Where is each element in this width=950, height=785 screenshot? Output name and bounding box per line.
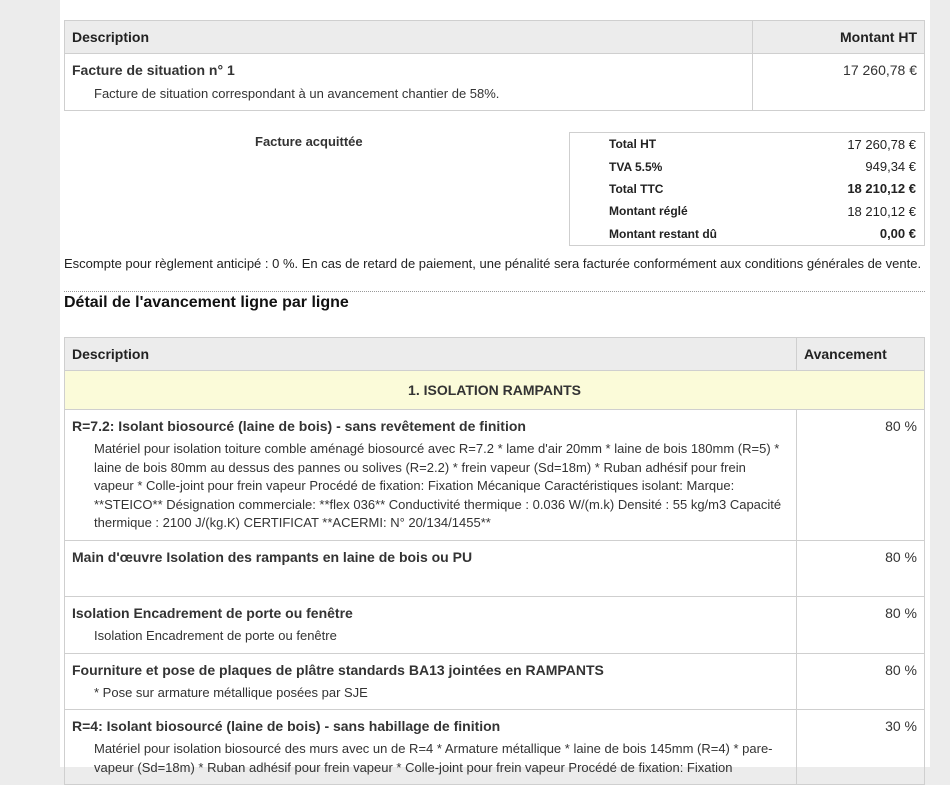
divider: [64, 291, 925, 292]
payment-status: Facture acquittée: [255, 134, 363, 149]
invoice-item-amount: 17 260,78 €: [753, 54, 925, 111]
line-title: R=7.2: Isolant biosourcé (laine de bois) - sans revêtement de finition: [72, 418, 526, 434]
column-header-description: Description: [65, 21, 753, 54]
line-progress: 80 %: [797, 540, 925, 596]
column-header-amount: Montant HT: [753, 21, 925, 54]
column-header-progress: Avancement: [797, 338, 925, 371]
column-header-description: Description: [65, 338, 797, 371]
line-title: Isolation Encadrement de porte ou fenêtre: [72, 604, 353, 621]
section-heading: Détail de l'avancement ligne par ligne: [64, 294, 349, 311]
line-description: [65, 596, 797, 653]
line-description: [65, 710, 797, 785]
totals-value: 0,00 €: [879, 226, 916, 242]
totals-label: Montant réglé: [609, 204, 688, 219]
line-description: [65, 410, 797, 541]
totals-row: [570, 133, 925, 156]
invoice-page: [60, 0, 930, 775]
totals-value: 17 260,78 €: [847, 136, 916, 152]
scroll-gutter: [930, 0, 950, 767]
line-detail: Matériel pour isolation biosourcé des murs avec un de R=4 * Armature métallique * laine de bois 145mm (R=4) * pare-vapeur (Sd=18m) * Ruban adhésif pour frein vapeur * Colle-joint pour frein vapeur Procédé de fixation: Fixation: [94, 741, 773, 775]
line-progress: 80 %: [797, 596, 925, 653]
line-detail: Isolation Encadrement de porte ou fenêtre: [94, 627, 337, 643]
group-title: 1. ISOLATION RAMPANTS: [65, 371, 925, 410]
line-description: [65, 540, 797, 596]
totals-label: Montant restant dû: [609, 226, 717, 241]
totals-row: [570, 178, 925, 200]
line-description: [65, 653, 797, 710]
line-progress: 80 %: [797, 653, 925, 710]
totals-table: [569, 132, 925, 246]
totals-value: 18 210,12 €: [847, 181, 916, 197]
invoice-summary-table: [64, 20, 925, 111]
discount-note: Escompte pour règlement anticipé : 0 %. En cas de retard de paiement, une pénalité sera facturée conformément aux conditions générales de vente.: [64, 256, 922, 271]
totals-label: TVA 5.5%: [609, 159, 663, 174]
line-title: Main d'œuvre Isolation des rampants en laine de bois ou PU: [72, 548, 473, 565]
line-detail: * Pose sur armature métallique posées par SJE: [94, 684, 368, 700]
totals-value: 18 210,12 €: [847, 203, 916, 219]
line-progress: 80 %: [797, 410, 925, 541]
totals-label: Total TTC: [609, 181, 664, 196]
line-title: Fourniture et pose de plaques de plâtre standards BA13 jointées en RAMPANTS: [72, 661, 604, 678]
line-title: R=4: Isolant biosourcé (laine de bois) - sans habillage de finition: [72, 718, 501, 735]
totals-label: Total HT: [609, 137, 657, 152]
line-progress: 30 %: [797, 710, 925, 785]
totals-row: [570, 223, 925, 246]
totals-value: 949,34 €: [865, 159, 916, 175]
invoice-item-subtitle: Facture de situation correspondant à un avancement chantier de 58%.: [94, 86, 500, 101]
invoice-item-title: Facture de situation n° 1: [72, 62, 235, 78]
table-row: [65, 54, 925, 111]
table-row: [65, 596, 925, 653]
table-row: [65, 653, 925, 710]
totals-row: [570, 155, 925, 177]
table-row: [65, 710, 925, 785]
totals-row: [570, 200, 925, 222]
group-row: [65, 371, 925, 410]
table-row: [65, 540, 925, 596]
table-row: [65, 410, 925, 541]
invoice-item-description: [65, 54, 753, 111]
line-detail: Matériel pour isolation toiture comble aménagé biosourcé avec R=7.2 * lame d'air 20mm * laine de bois 180mm (R=5) * laine de bois 80mm au dessus des pannes ou solives (R=2.2) * frein vapeur (Sd=18m) * Ruban adhésif pour frein vapeur * Colle-joint pour frein vapeur Procédé de fixation: Fixation Mécanique Caractéristiques isolant: Marque: **STEICO** Désignation commerciale: **flex 036** Conductivité thermique : 0.036 W/(m.k) Densité : 55 kg/m3 Capacité thermique : 2100 J/(kg.K) CERTIFICAT **ACERMI: N° 20/134/1455**: [94, 441, 782, 531]
progress-table: [64, 337, 925, 785]
